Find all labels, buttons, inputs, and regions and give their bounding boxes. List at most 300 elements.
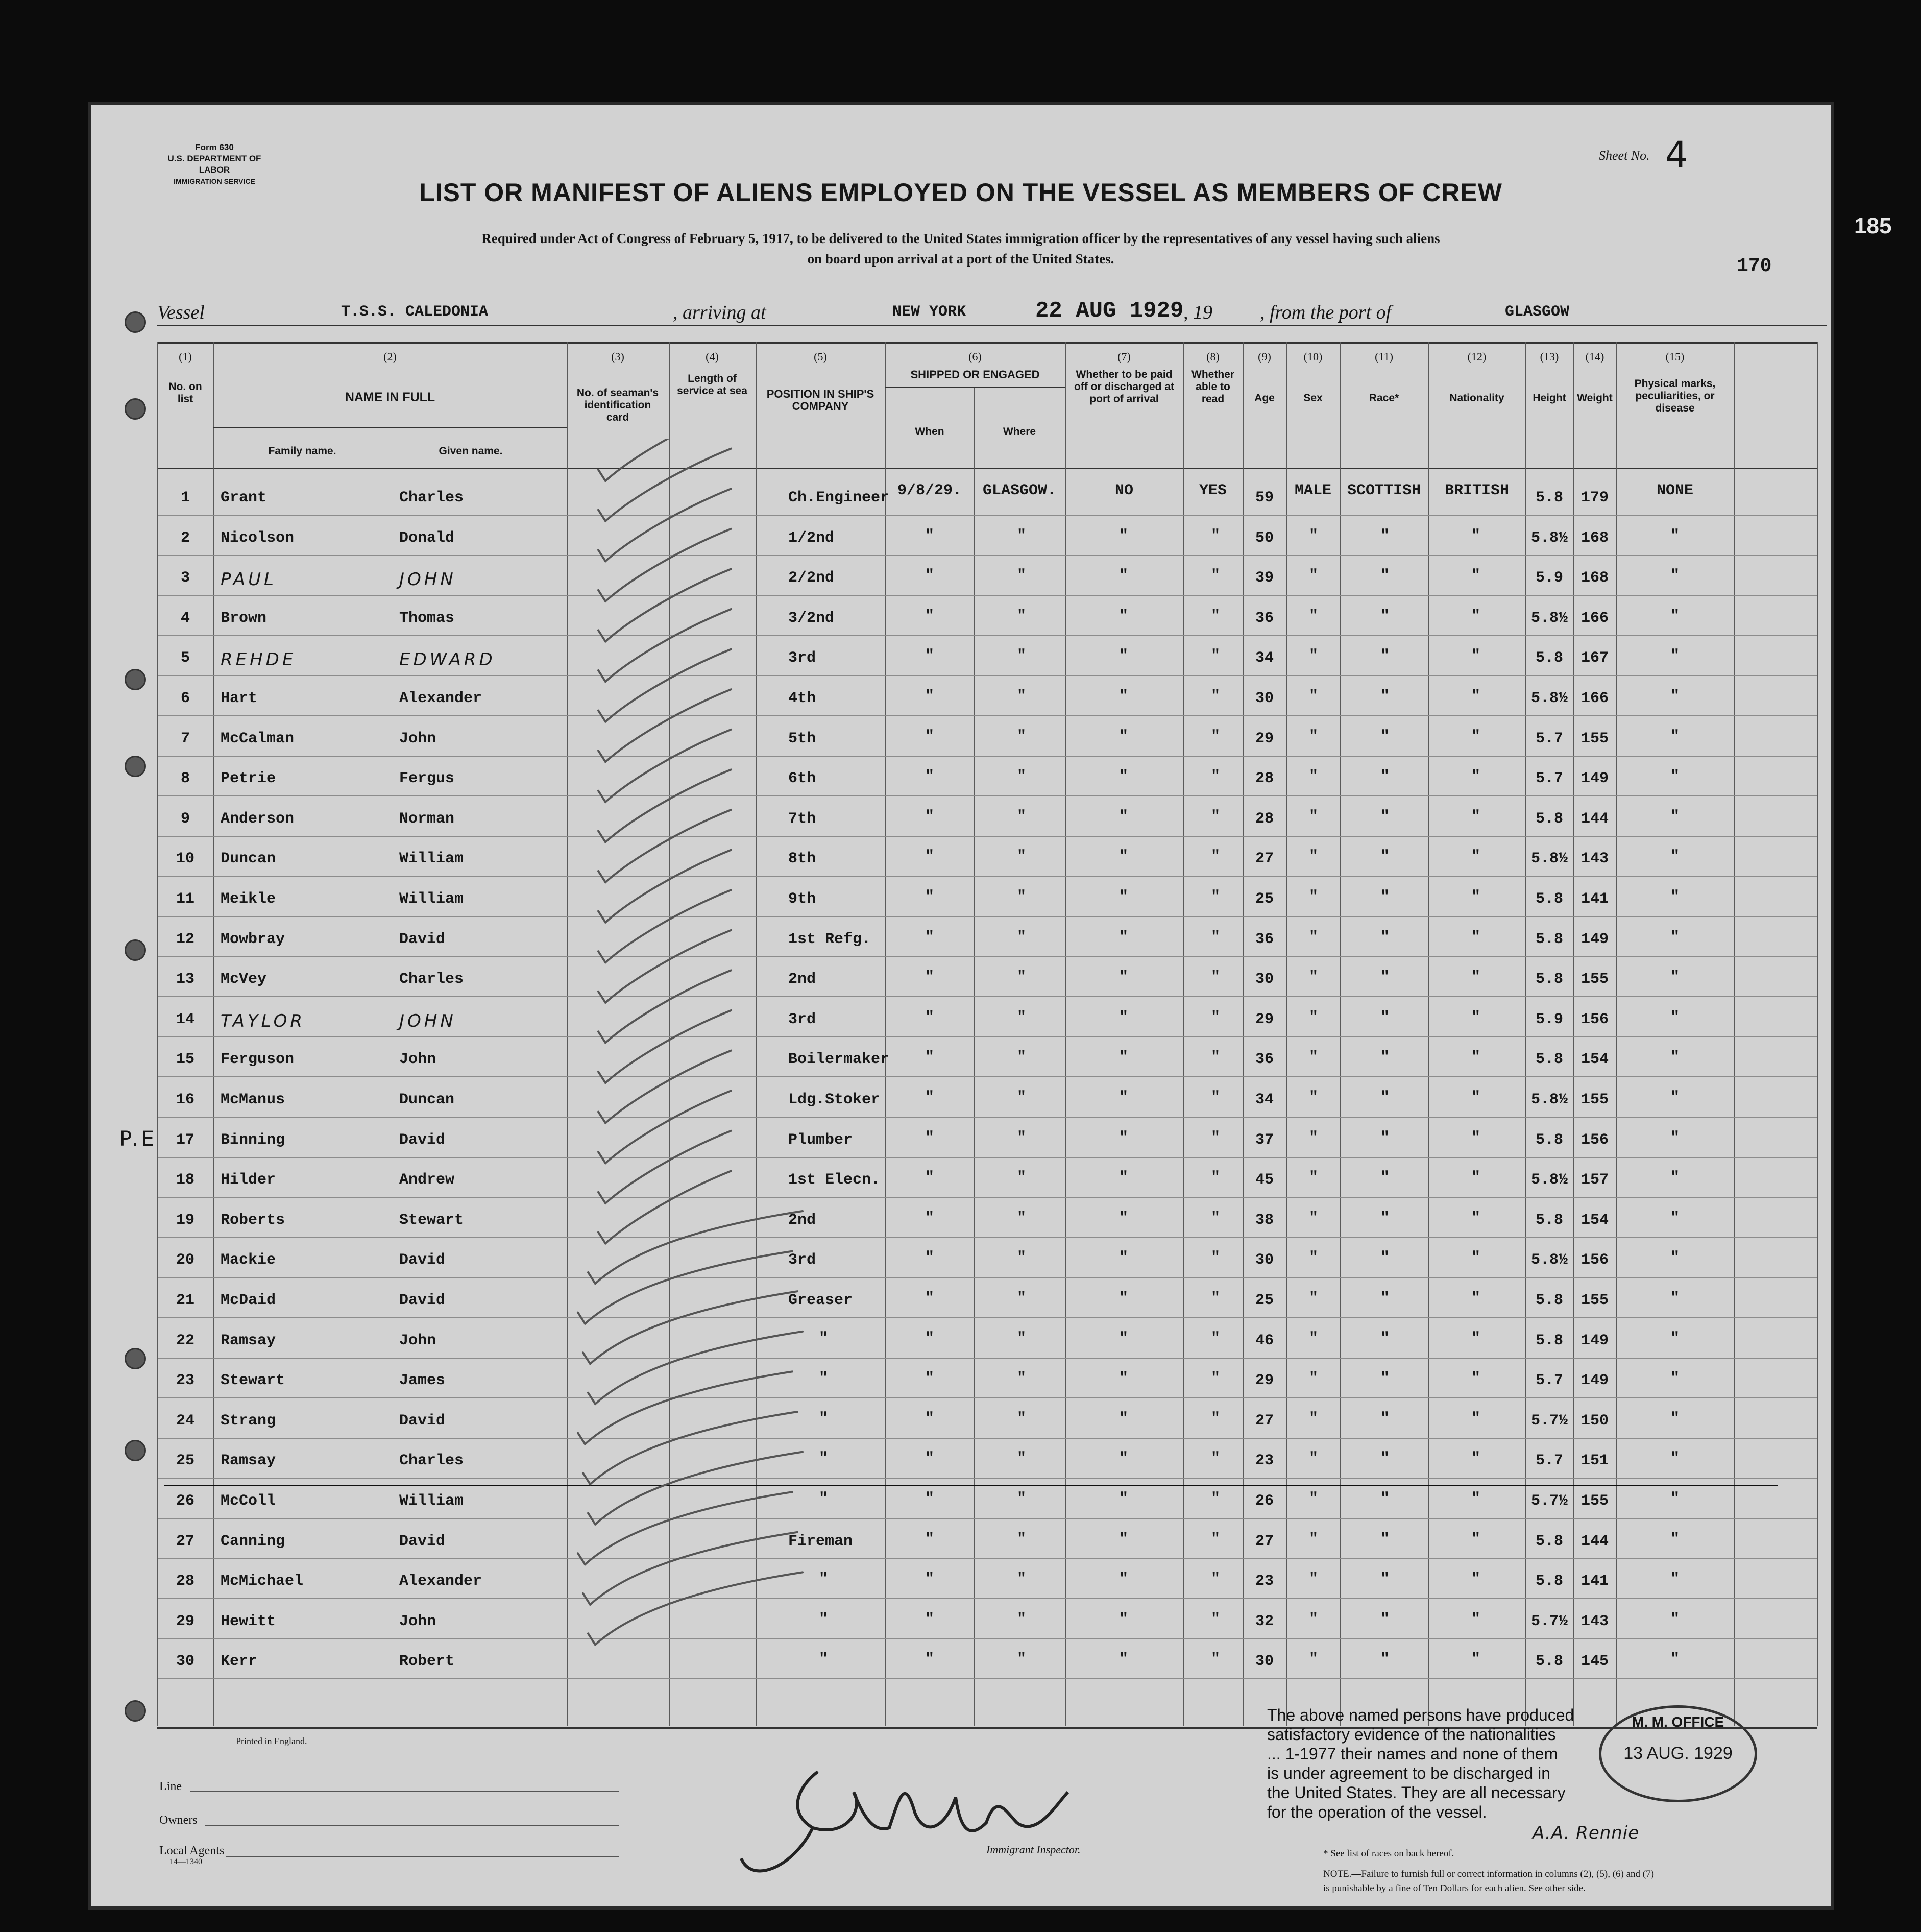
header-able-read: Whether able to read: [1191, 369, 1234, 405]
family-name: Anderson: [221, 810, 295, 828]
races-note: * See list of races on back hereof.: [1323, 1848, 1454, 1859]
given-name: Donald: [399, 529, 455, 547]
ditto-mark: ": [1211, 1049, 1221, 1067]
cert-line-3: ... 1-1977 their names and none of them: [1267, 1745, 1558, 1763]
able-to-read: YES: [1199, 482, 1227, 499]
colnum-14: (14): [1585, 350, 1604, 363]
header-paid-off: Whether to be paid off or discharged at port of arrival: [1074, 369, 1175, 405]
height: 5.8½: [1530, 529, 1568, 547]
age: 39: [1255, 569, 1274, 587]
ditto-mark: ": [1017, 1450, 1027, 1468]
row-rule: [158, 515, 1817, 516]
ditto-mark: ": [1017, 1370, 1027, 1388]
ditto-mark: ": [1471, 1490, 1481, 1508]
ditto-mark: ": [1670, 688, 1680, 705]
ditto-mark: ": [1380, 527, 1390, 545]
sheet-label: Sheet No.: [1599, 148, 1650, 163]
ditto-mark: ": [1380, 1530, 1390, 1548]
ditto-mark: ": [1309, 1249, 1319, 1267]
ditto-mark: ": [925, 1049, 935, 1067]
height: 5.8: [1535, 1131, 1563, 1149]
weight: 155: [1580, 1492, 1609, 1510]
height: 5.8: [1535, 1211, 1563, 1229]
strikethrough-line: [164, 1485, 1778, 1486]
footer-agents-label: Local Agents: [159, 1844, 225, 1857]
age: 28: [1255, 810, 1274, 828]
age: 29: [1255, 730, 1274, 747]
cert-line-5: the United States. They are all necessary: [1267, 1783, 1566, 1802]
family-name: Ferguson: [221, 1051, 295, 1069]
ditto-mark: ": [1309, 607, 1319, 625]
ditto-mark: ": [1017, 1209, 1027, 1227]
ditto-mark: ": [1670, 1049, 1680, 1067]
row-number: 23: [176, 1372, 194, 1390]
row-rule: [158, 795, 1817, 796]
ditto-mark: ": [1211, 1450, 1221, 1468]
age: 30: [1255, 690, 1274, 707]
check-mark: [598, 730, 731, 802]
ditto-mark: ": [1670, 1089, 1680, 1106]
ditto-mark: ": [1380, 1249, 1390, 1267]
header-no-on-list: No. on list: [168, 381, 202, 405]
ditto-mark: ": [1471, 1089, 1481, 1106]
ditto-mark: ": [1309, 928, 1319, 946]
ditto-mark: ": [1211, 567, 1221, 585]
ditto-mark: ": [1471, 1169, 1481, 1187]
ditto-mark: ": [1119, 1410, 1129, 1428]
ditto-mark: ": [1471, 688, 1481, 705]
ditto-mark: ": [1380, 1290, 1390, 1307]
ditto-mark: ": [1211, 1490, 1221, 1508]
weight: 141: [1580, 890, 1609, 908]
ditto-mark: ": [1017, 527, 1027, 545]
colnum-10: (10): [1303, 350, 1323, 363]
ditto-mark: ": [1380, 969, 1390, 986]
ditto-mark: ": [1119, 1571, 1129, 1588]
weight: 155: [1580, 1091, 1609, 1108]
age: 30: [1255, 971, 1274, 988]
check-mark: [598, 529, 731, 601]
age: 30: [1255, 1251, 1274, 1269]
family-name: PAUL: [221, 569, 277, 590]
vessel-name: T.S.S. CALEDONIA: [341, 303, 489, 321]
given-name: Charles: [399, 1452, 464, 1470]
ditto-mark: ": [1017, 728, 1027, 745]
family-name: McVey: [221, 971, 267, 988]
ditto-mark: ": [1309, 1370, 1319, 1388]
ditto-mark: ": [1670, 1249, 1680, 1267]
ditto-mark: ": [1309, 888, 1319, 906]
cert-signature: A.A. Rennie: [1533, 1823, 1640, 1843]
row-number: 17: [176, 1131, 194, 1149]
row-rule: [158, 555, 1817, 556]
ditto-mark: ": [1119, 688, 1129, 705]
colnum-11: (11): [1375, 350, 1393, 363]
position: 9th: [788, 890, 816, 908]
nationality: BRITISH: [1444, 482, 1510, 499]
given-name: William: [399, 850, 464, 868]
ditto-mark: ": [1017, 1008, 1027, 1026]
age: 59: [1255, 489, 1274, 506]
header-nationality: Nationality: [1449, 392, 1504, 404]
header-given-name: Given name.: [439, 445, 503, 457]
ditto-mark: ": [925, 1129, 935, 1147]
row-number: 2: [180, 529, 190, 547]
ditto-mark: ": [1670, 1651, 1680, 1669]
row-number: 25: [176, 1452, 194, 1470]
ditto-mark: ": [1471, 808, 1481, 826]
given-name: John: [399, 1051, 436, 1069]
position: 3rd: [788, 649, 816, 667]
ditto-mark: ": [1309, 1410, 1319, 1428]
given-name: Fergus: [399, 770, 455, 788]
ditto-mark: ": [1471, 1249, 1481, 1267]
printed-in-england: Printed in England.: [236, 1736, 307, 1746]
given-name: James: [399, 1372, 446, 1390]
arrival-port: NEW YORK: [892, 303, 966, 321]
height: 5.8½: [1530, 850, 1568, 868]
position: 3rd: [788, 1010, 816, 1028]
check-mark: [578, 1251, 792, 1324]
service: IMMIGRATION SERVICE: [174, 177, 255, 185]
header-length-service: Length of service at sea: [677, 373, 747, 397]
name-subrule: [213, 427, 567, 428]
family-name: Stewart: [221, 1372, 285, 1390]
row-rule: [158, 1678, 1817, 1679]
given-name: David: [399, 1131, 446, 1149]
row-rule: [158, 1197, 1817, 1198]
age: 34: [1255, 649, 1274, 667]
margin-note: P.E: [119, 1127, 157, 1151]
row-number: 28: [176, 1573, 194, 1590]
header-shipped: SHIPPED OR ENGAGED: [910, 368, 1040, 381]
inspector-signature: [731, 1736, 1129, 1899]
weight: 167: [1580, 649, 1609, 667]
colnum-13: (13): [1540, 350, 1559, 363]
height: 5.8½: [1530, 1251, 1568, 1269]
ditto-mark: ": [1119, 1008, 1129, 1026]
ditto-mark: ": [1211, 1209, 1221, 1227]
row-number: 14: [176, 1010, 194, 1028]
col-rule: [1817, 342, 1818, 1726]
ditto-mark: ": [1119, 928, 1129, 946]
check-mark: [588, 1211, 803, 1284]
weight: 168: [1580, 529, 1609, 547]
manifest-title: LIST OR MANIFEST OF ALIENS EMPLOYED ON THE VESSEL AS MEMBERS OF CREW: [419, 178, 1502, 207]
ditto-mark: ": [1309, 567, 1319, 585]
row-number: 3: [180, 569, 190, 587]
row-rule: [158, 1438, 1817, 1439]
row-rule: [158, 836, 1817, 837]
weight: 168: [1580, 569, 1609, 587]
header-weight: Weight: [1577, 392, 1613, 404]
ditto-mark: ": [1380, 1490, 1390, 1508]
footer-line-rule: [190, 1791, 619, 1792]
weight: 166: [1580, 690, 1609, 707]
ditto-mark: ": [1017, 1290, 1027, 1307]
ditto-mark: ": [1017, 1129, 1027, 1147]
ditto-mark: ": [1211, 848, 1221, 866]
ditto-mark: ": [1471, 1571, 1481, 1588]
ditto-mark: ": [1309, 1571, 1319, 1588]
check-mark: [598, 689, 731, 762]
family-name: Nicolson: [221, 529, 295, 547]
height: 5.7: [1535, 1452, 1563, 1470]
cert-line-4: is under agreement to be discharged in: [1267, 1764, 1551, 1782]
ditto-mark: ": [1017, 1249, 1027, 1267]
position: 1/2nd: [788, 529, 835, 547]
punch-hole: [125, 939, 146, 961]
height: 5.8½: [1530, 690, 1568, 707]
weight: 145: [1580, 1653, 1609, 1671]
row-number: 21: [176, 1292, 194, 1309]
row-rule: [158, 1117, 1817, 1118]
ditto-mark: ": [1119, 768, 1129, 786]
given-name: David: [399, 1251, 446, 1269]
ditto-mark: ": [1017, 607, 1027, 625]
position: 2/2nd: [788, 569, 835, 587]
header-sex: Sex: [1303, 392, 1323, 404]
ditto-mark: ": [1017, 1651, 1027, 1669]
shipped-when: 9/8/29.: [897, 482, 962, 499]
ditto-mark: ": [1670, 1370, 1680, 1388]
header-race: Race*: [1369, 392, 1399, 404]
ditto-mark: ": [1309, 768, 1319, 786]
weight: 157: [1580, 1171, 1609, 1189]
age: 27: [1255, 1532, 1274, 1550]
weight: 156: [1580, 1131, 1609, 1149]
row-number: 16: [176, 1091, 194, 1108]
given-name: EDWARD: [399, 649, 496, 670]
ditto-mark: ": [1211, 768, 1221, 786]
ditto-mark: ": [925, 1290, 935, 1307]
weight: 155: [1580, 730, 1609, 747]
age: 36: [1255, 1051, 1274, 1069]
weight: 144: [1580, 810, 1609, 828]
row-rule: [158, 996, 1817, 997]
ditto-mark: ": [1211, 1571, 1221, 1588]
family-name: Grant: [221, 489, 267, 506]
ditto-mark: ": [1119, 848, 1129, 866]
ditto-mark: ": [1017, 1610, 1027, 1628]
family-name: Duncan: [221, 850, 276, 868]
ditto-mark: ": [1017, 1530, 1027, 1548]
punch-hole: [125, 398, 146, 420]
from-label: , from the port of: [1260, 302, 1392, 323]
check-mark: [598, 930, 731, 1003]
cert-line-1: The above named persons have produced: [1267, 1706, 1574, 1724]
weight: 149: [1580, 770, 1609, 788]
ditto-mark: ": [1119, 1290, 1129, 1307]
row-rule: [158, 1518, 1817, 1519]
given-name: David: [399, 1532, 446, 1550]
ditto-mark: ": [1670, 1490, 1680, 1508]
weight: 141: [1580, 1573, 1609, 1590]
ditto-mark: ": [1211, 1370, 1221, 1388]
ditto-mark: ": [925, 1490, 935, 1508]
header-when: When: [915, 426, 944, 438]
colnum-15: (15): [1665, 350, 1685, 363]
ditto-mark: ": [1380, 808, 1390, 826]
colnum-4: (4): [706, 350, 719, 363]
ditto-mark: ": [1119, 1610, 1129, 1628]
check-mark: [598, 609, 731, 682]
ditto-mark: ": [1380, 1330, 1390, 1347]
row-number: 26: [176, 1492, 194, 1510]
department: U.S. DEPARTMENT OF LABOR: [167, 154, 261, 175]
ditto-mark: ": [925, 607, 935, 625]
check-mark: [578, 1371, 792, 1444]
ditto-mark: ": [1119, 647, 1129, 665]
ditto-mark: ": [925, 848, 935, 866]
row-number: 1: [180, 489, 190, 506]
age: 26: [1255, 1492, 1274, 1510]
weight: 150: [1580, 1412, 1609, 1430]
family-name: Mowbray: [221, 930, 285, 948]
footer-owners-label: Owners: [159, 1814, 198, 1827]
ditto-mark: ": [925, 527, 935, 545]
row-number: 24: [176, 1412, 194, 1430]
ditto-mark: ": [1670, 1008, 1680, 1026]
stamp-date: 13 AUG. 1929: [1623, 1744, 1733, 1763]
given-name: Duncan: [399, 1091, 455, 1108]
height: 5.8: [1535, 1573, 1563, 1590]
row-number: 6: [180, 690, 190, 707]
punch-hole: [125, 1700, 146, 1722]
age: 27: [1255, 850, 1274, 868]
given-name: Stewart: [399, 1211, 464, 1229]
ditto-mark: ": [1017, 647, 1027, 665]
ditto-mark: ": [1380, 1370, 1390, 1388]
position-ditto: ": [819, 1490, 829, 1508]
row-number: 4: [180, 609, 190, 627]
ditto-mark: ": [1211, 928, 1221, 946]
ditto-mark: ": [1211, 808, 1221, 826]
ditto-mark: ": [925, 1571, 935, 1588]
position: 2nd: [788, 1211, 816, 1229]
footer-agents-rule: [226, 1856, 619, 1857]
ditto-mark: ": [1471, 1610, 1481, 1628]
age: 38: [1255, 1211, 1274, 1229]
ditto-mark: ": [1309, 848, 1319, 866]
row-rule: [158, 956, 1817, 957]
height: 5.8: [1535, 1653, 1563, 1671]
position: 4th: [788, 690, 816, 707]
ditto-mark: ": [1670, 728, 1680, 745]
row-number: 12: [176, 930, 194, 948]
weight: 149: [1580, 1332, 1609, 1349]
ditto-mark: ": [1309, 1209, 1319, 1227]
ditto-mark: ": [1017, 1169, 1027, 1187]
ditto-mark: ": [1211, 1008, 1221, 1026]
ditto-mark: ": [1380, 1610, 1390, 1628]
check-mark: [598, 1131, 731, 1203]
height: 5.8½: [1530, 1171, 1568, 1189]
ditto-mark: ": [1670, 1330, 1680, 1347]
header-where: Where: [1003, 426, 1036, 438]
ditto-mark: ": [1017, 848, 1027, 866]
ditto-mark: ": [1380, 1571, 1390, 1588]
height: 5.8: [1535, 1332, 1563, 1349]
ditto-mark: ": [1211, 1290, 1221, 1307]
family-name: McDaid: [221, 1292, 276, 1309]
ditto-mark: ": [1380, 1089, 1390, 1106]
family-name: Mackie: [221, 1251, 276, 1269]
ditto-mark: ": [1670, 1169, 1680, 1187]
ditto-mark: ": [1017, 1049, 1027, 1067]
ditto-mark: ": [1119, 728, 1129, 745]
row-rule: [158, 1036, 1817, 1037]
ditto-mark: ": [1119, 1330, 1129, 1347]
ditto-mark: ": [1380, 768, 1390, 786]
header-rule: [157, 468, 1817, 469]
punch-hole: [125, 1348, 146, 1369]
family-name: Petrie: [221, 770, 276, 788]
weight: 179: [1580, 489, 1609, 506]
age: 37: [1255, 1131, 1274, 1149]
ditto-mark: ": [1670, 567, 1680, 585]
ditto-mark: ": [1380, 1049, 1390, 1067]
ditto-mark: ": [1211, 688, 1221, 705]
punch-hole: [125, 669, 146, 690]
position-ditto: ": [819, 1651, 829, 1669]
ditto-mark: ": [1471, 567, 1481, 585]
position-ditto: ": [819, 1571, 829, 1588]
stamp-top-text: M. M. OFFICE: [1632, 1714, 1724, 1730]
row-rule: [158, 1237, 1817, 1238]
cert-line-6: for the operation of the vessel.: [1267, 1803, 1487, 1821]
col-rule: [974, 388, 975, 1726]
ditto-mark: ": [1211, 607, 1221, 625]
weight: 166: [1580, 609, 1609, 627]
age: 25: [1255, 890, 1274, 908]
ditto-mark: ": [1471, 848, 1481, 866]
given-name: William: [399, 890, 464, 908]
header-position: POSITION IN SHIP'S COMPANY: [766, 388, 874, 413]
ditto-mark: ": [1211, 1089, 1221, 1106]
row-number: 11: [176, 890, 194, 908]
height: 5.7½: [1530, 1612, 1568, 1630]
ditto-mark: ": [925, 969, 935, 986]
ditto-mark: ": [925, 728, 935, 745]
header-family-name: Family name.: [268, 445, 336, 457]
ditto-mark: ": [1471, 607, 1481, 625]
ditto-mark: ": [1119, 1129, 1129, 1147]
ditto-mark: ": [1471, 728, 1481, 745]
cert-line-2: satisfactory evidence of the nationalities: [1267, 1725, 1556, 1744]
weight: 143: [1580, 850, 1609, 868]
given-name: Norman: [399, 810, 455, 828]
ditto-mark: ": [1670, 888, 1680, 906]
family-name: Hilder: [221, 1171, 276, 1189]
row-rule: [158, 1076, 1817, 1077]
ditto-mark: ": [1380, 1008, 1390, 1026]
row-rule: [158, 1558, 1817, 1559]
height: 5.7½: [1530, 1412, 1568, 1430]
header-age: Age: [1254, 392, 1275, 404]
ditto-mark: ": [1670, 527, 1680, 545]
ditto-mark: ": [1471, 1370, 1481, 1388]
ditto-mark: ": [1380, 1651, 1390, 1669]
row-number: 19: [176, 1211, 194, 1229]
row-number: 18: [176, 1171, 194, 1189]
given-name: Charles: [399, 971, 464, 988]
ditto-mark: ": [1309, 1651, 1319, 1669]
ditto-mark: ": [1017, 688, 1027, 705]
ditto-mark: ": [1309, 969, 1319, 986]
ditto-mark: ": [1119, 1049, 1129, 1067]
ditto-mark: ": [1471, 1049, 1481, 1067]
